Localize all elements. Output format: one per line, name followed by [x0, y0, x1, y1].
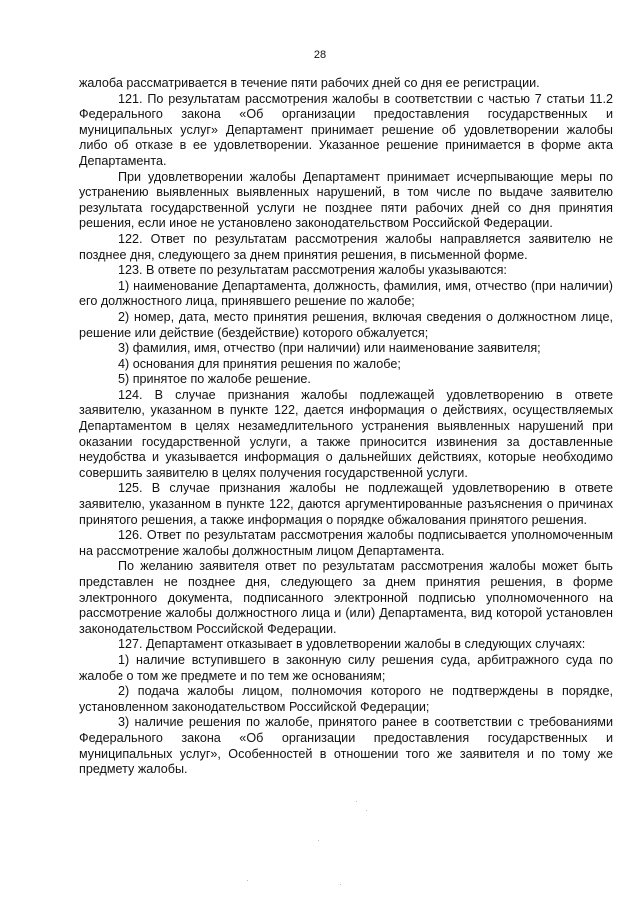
paragraph-125: 125. В случае признания жалобы не подлежащей удовлетворению в ответе заявителю, указанном в пункте 122, даются аргументированные разъяснения о причинах принятого решения, а также информация о порядке обжалования принятого решения. [79, 481, 613, 527]
paragraph-127: 127. Департамент отказывает в удовлетворении жалобы в следующих случаях: [118, 637, 586, 652]
list-item-123-1: 1) наименование Департамента, должность, фамилия, имя, отчество (при наличии) его должностного лица, принявшего решение по жалобе; [79, 278, 613, 309]
paragraph-continuation: жалоба рассматривается в течение пяти рабочих дней со дня ее регистрации. [79, 76, 540, 90]
paragraph-121: 121. По результатам рассмотрения жалобы в соответствии с частью 7 статьи 11.2 Федерального закона «Об организации предоставления государственных и муниципальных услуг» Департамент принимает решение об удовлетворении жалобы либо об отказе в ее удовлетворении. Указанное решение принимается в форме акта Департамента. [79, 91, 613, 168]
page-number: 28 [313, 49, 327, 61]
list-item-123-5: 5) принятое по жалобе решение. [118, 372, 311, 387]
list-item-127-3: 3) наличие решения по жалобе, принятого ранее в соответствии с требованиями Федерального закона «Об организации предоставления государственных и муниципальных услуг», Особенностей в отношении того же заявителя и по тому же предмету жалобы. [79, 715, 613, 777]
paragraph-126: 126. Ответ по результатам рассмотрения жалобы подписывается уполномоченным на рассмотрение жалобы должностным лицом Департамента. [79, 528, 613, 558]
list-item-123-2: 2) номер, дата, место принятия решения, включая сведения о должностном лице, решение или действие (бездействие) которого обжалуется; [79, 309, 613, 340]
list-item-127-2: 2) подача жалобы лицом, полномочия которого не подтверждены в порядке, установленном законодательством Российской Федерации; [79, 684, 613, 714]
list-item-127-1: 1) наличие вступившего в законную силу решения суда, арбитражного суда по жалобе о том же предмете и по тем же основаниям; [79, 652, 613, 683]
list-item-123-4: 4) основания для принятия решения по жалобе; [118, 356, 401, 371]
paragraph-122: 122. Ответ по результатам рассмотрения жалобы направляется заявителю не позднее дня, следующего за днем принятия решения, в письменной форме. [79, 231, 613, 262]
scan-speck [247, 880, 248, 881]
document-body [79, 76, 613, 778]
list-item-123-3: 3) фамилия, имя, отчество (при наличии) или наименование заявителя; [118, 341, 541, 356]
scan-speck [356, 801, 357, 802]
scan-speck [340, 884, 341, 885]
scan-speck [318, 840, 319, 841]
paragraph-electronic-response: По желанию заявителя ответ по результатам рассмотрения жалобы может быть представлен не позднее дня, следующего за днем принятия решения, в форме электронного документа, подписанного электронной подписью уполномоченного на рассмотрение жалобы должностного лица и (или) Департамента, вид которой установлен законодательством Российской Федерации. [79, 559, 613, 636]
paragraph-124: 124. В случае признания жалобы подлежащей удовлетворению в ответе заявителю, указанном в пункте 122, дается информация о действиях, осуществляемых Департаментом в целях незамедлительного устранения выявленных нарушений при оказании государственной услуги, а также приносится извинения за доставленные неудобства и указывается информация о дальнейших действиях, которые необходимо совершить заявителю в целях получения государственной услуги. [79, 387, 613, 480]
paragraph-satisfaction-measures: При удовлетворении жалобы Департамент принимает исчерпывающие меры по устранению выявленных выявленных нарушений, в том числе по выдаче заявителю результата государственной услуги не позднее пяти рабочих дней со дня принятия решения, если иное не установлено законодательством Российской Федерации. [79, 169, 613, 231]
scan-speck [366, 810, 367, 811]
paragraph-123: 123. В ответе по результатам рассмотрения жалобы указываются: [118, 263, 507, 278]
